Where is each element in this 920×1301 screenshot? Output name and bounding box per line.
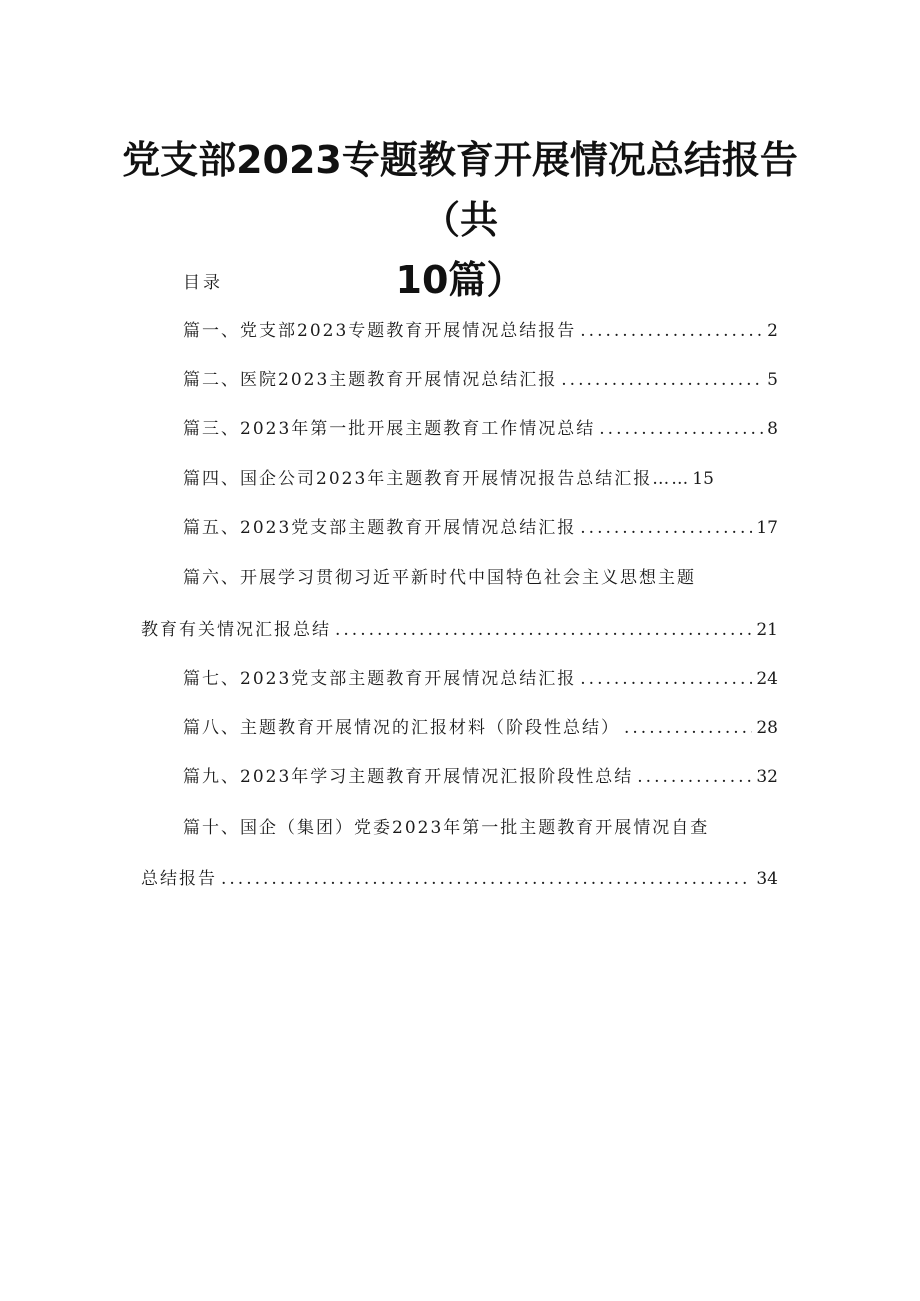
toc-entry-6[interactable] <box>183 565 696 591</box>
toc-page-number: 28 <box>756 718 778 738</box>
toc-leader-dots <box>561 367 763 393</box>
toc-entry-label: 篇二、医院2023主题教育开展情况总结汇报 <box>183 370 558 390</box>
toc-page-number: 21 <box>756 620 778 640</box>
toc-entry-label-continuation: 教育有关情况汇报总结 <box>141 620 331 640</box>
toc-entry-label: 篇十、国企（集团）党委2023年第一批主题教育开展情况自查 <box>183 818 710 838</box>
toc-leader-dots <box>580 666 752 692</box>
toc-entry-label: 篇三、2023年第一批开展主题教育工作情况总结 <box>183 419 596 439</box>
toc-leader-dots <box>580 318 763 344</box>
toc-page-number: 32 <box>756 767 778 787</box>
toc-entry-label-continuation: 总结报告 <box>141 869 217 889</box>
toc-entry-label: 篇九、2023年学习主题教育开展情况汇报阶段性总结 <box>183 767 634 787</box>
document-title-line-2: 10篇） <box>395 258 525 302</box>
toc-entry-6-continuation[interactable] <box>141 617 778 643</box>
toc-page-number: 34 <box>756 869 778 889</box>
toc-leader-dots <box>637 764 752 790</box>
toc-page-number: 24 <box>756 669 778 689</box>
toc-entry-10-continuation[interactable] <box>141 866 778 892</box>
toc-entry-1[interactable] <box>183 318 778 344</box>
toc-entry-label: 篇六、开展学习贯彻习近平新时代中国特色社会主义思想主题 <box>183 568 696 588</box>
toc-heading: 目录 <box>183 273 223 293</box>
toc-leader-dots <box>580 515 752 541</box>
toc-leader-dots <box>624 715 752 741</box>
toc-entry-8[interactable] <box>183 715 778 741</box>
toc-entry-label: 篇五、2023党支部主题教育开展情况总结汇报 <box>183 518 577 538</box>
toc-leader-dots <box>335 617 752 643</box>
toc-page-number: 15 <box>692 469 714 489</box>
toc-entry-10[interactable] <box>183 815 709 841</box>
toc-page-number: 2 <box>767 321 778 341</box>
toc-entry-label: 篇八、主题教育开展情况的汇报材料（阶段性总结） <box>183 718 620 738</box>
toc-page-number: 8 <box>767 419 778 439</box>
toc-entry-7[interactable] <box>183 666 778 692</box>
toc-entry-2[interactable] <box>183 367 778 393</box>
toc-entry-3[interactable] <box>183 416 778 442</box>
toc-entry-5[interactable] <box>183 515 778 541</box>
toc-entry-9[interactable] <box>183 764 778 790</box>
toc-leader-dots <box>599 416 763 442</box>
toc-entry-label: 篇一、党支部2023专题教育开展情况总结报告 <box>183 321 577 341</box>
toc-page-number: 5 <box>767 370 778 390</box>
toc-leader-dots <box>221 866 752 892</box>
toc-page-number: 17 <box>756 518 778 538</box>
document-title-line-1: 党支部2023专题教育开展情况总结报告（共 <box>122 138 798 242</box>
toc-entry-4[interactable] <box>183 466 714 492</box>
toc-entry-label: 篇四、国企公司2023年主题教育开展情况报告总结汇报…… <box>183 469 691 489</box>
toc-entry-label: 篇七、2023党支部主题教育开展情况总结汇报 <box>183 669 577 689</box>
